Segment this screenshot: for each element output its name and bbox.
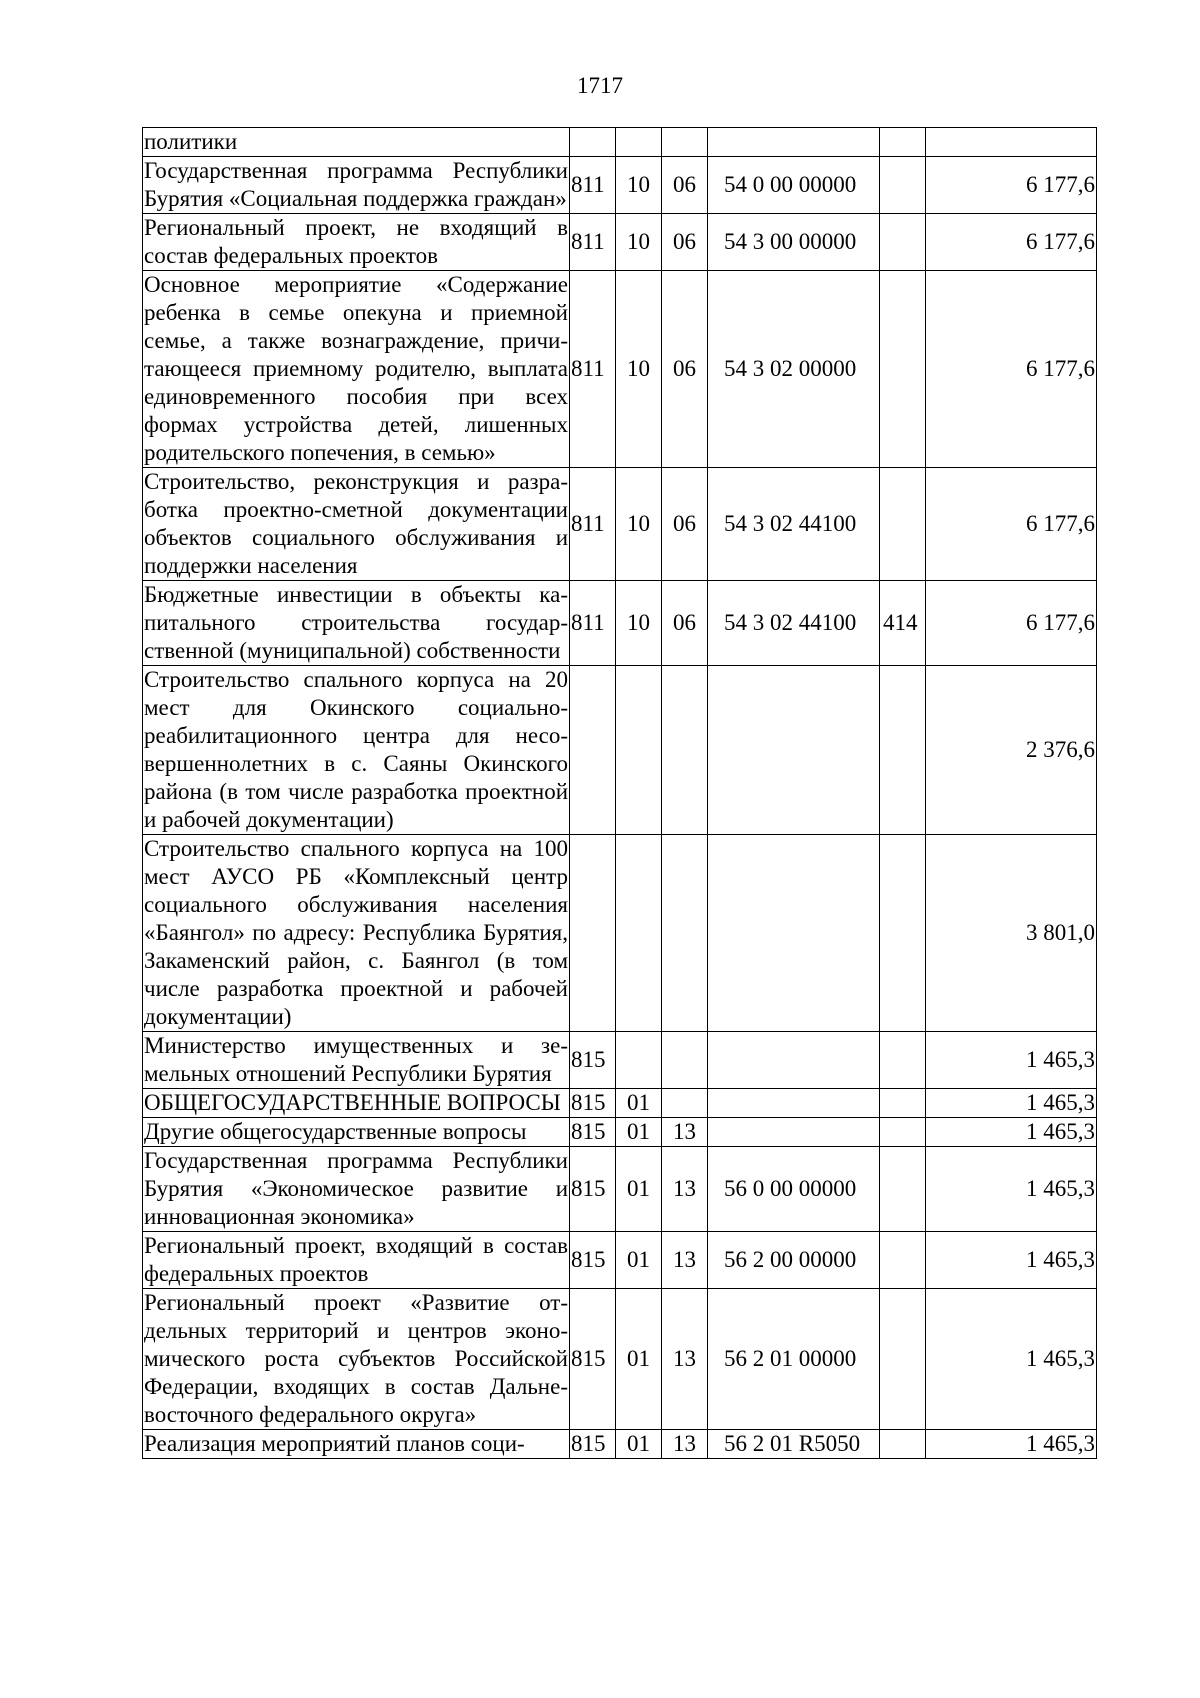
expense-type-code — [880, 1430, 926, 1459]
table-row — [143, 1089, 1097, 1118]
subsection-code: 06 — [662, 157, 708, 214]
subsection-code: 06 — [662, 581, 708, 666]
table-row — [143, 835, 1097, 1032]
subsection-code: 13 — [662, 1430, 708, 1459]
table-row — [143, 1032, 1097, 1089]
expense-type-code — [880, 157, 926, 214]
item-name: Бюджетные инвестиции в объекты капитального строительства государственной (муниципальной) собственности — [143, 581, 570, 666]
subsection-code: 06 — [662, 214, 708, 271]
section-code: 01 — [616, 1232, 662, 1289]
section-code — [616, 1032, 662, 1089]
budget-table — [142, 127, 1097, 1459]
table-row — [143, 468, 1097, 581]
amount: 6 177,6 — [926, 581, 1097, 666]
ministry-code: 815 — [570, 1289, 616, 1430]
item-name: Министерство имущественных и земельных отношений Республики Бурятия — [143, 1032, 570, 1089]
table-row — [143, 581, 1097, 666]
ministry-code: 811 — [570, 157, 616, 214]
table-body — [143, 128, 1097, 1459]
expense-type-code — [880, 1289, 926, 1430]
subsection-code: 13 — [662, 1232, 708, 1289]
subsection-code: 06 — [662, 271, 708, 468]
section-code: 10 — [616, 157, 662, 214]
amount: 3 801,0 — [926, 835, 1097, 1032]
expense-type-code — [880, 666, 926, 835]
ministry-code: 815 — [570, 1430, 616, 1459]
table-row — [143, 1118, 1097, 1147]
item-name: Основное мероприятие «Содержание ребенка в семье опекуна и приемной семье, а также вознаграждение, причитающееся приемному родителю, выплата единовременного пособия при всех формах устройства детей, лишенных родительского попечения, в семью» — [143, 271, 570, 468]
item-name: Другие общегосударственные вопросы — [143, 1118, 570, 1147]
table-row — [143, 1289, 1097, 1430]
item-name: Региональный проект «Развитие отдельных территорий и центров экономического роста субъектов Российской Федерации, входящих в состав Дальневосточного федерального округа» — [143, 1289, 570, 1430]
expense-type-code — [880, 1147, 926, 1232]
item-name: Строительство, реконструкция и разработка проектно-сметной документации объектов социального обслуживания и поддержки населения — [143, 468, 570, 581]
expense-type-code — [880, 128, 926, 157]
section-code: 10 — [616, 214, 662, 271]
target-article-code — [708, 835, 880, 1032]
ministry-code: 815 — [570, 1147, 616, 1232]
expense-type-code — [880, 1032, 926, 1089]
target-article-code — [708, 666, 880, 835]
section-code — [616, 835, 662, 1032]
subsection-code — [662, 128, 708, 157]
ministry-code — [570, 128, 616, 157]
expense-type-code — [880, 835, 926, 1032]
target-article-code: 56 2 00 00000 — [708, 1232, 880, 1289]
ministry-code: 811 — [570, 214, 616, 271]
expense-type-code — [880, 468, 926, 581]
expense-type-code: 414 — [880, 581, 926, 666]
target-article-code — [708, 1118, 880, 1147]
item-name: политики — [143, 128, 570, 157]
item-name: Государственная программа Республики Бурятия «Экономическое развитие и инновационная экономика» — [143, 1147, 570, 1232]
subsection-code — [662, 1032, 708, 1089]
ministry-code: 815 — [570, 1232, 616, 1289]
target-article-code: 54 3 02 44100 — [708, 581, 880, 666]
expense-type-code — [880, 1232, 926, 1289]
amount: 1 465,3 — [926, 1147, 1097, 1232]
table-row — [143, 271, 1097, 468]
target-article-code — [708, 128, 880, 157]
target-article-code: 54 3 02 44100 — [708, 468, 880, 581]
amount: 6 177,6 — [926, 271, 1097, 468]
section-code: 01 — [616, 1089, 662, 1118]
page-number: 1717 — [577, 73, 623, 98]
table-row — [143, 1430, 1097, 1459]
item-name: Строительство спального корпуса на 20 мест для Окинского социально-реабилитационного центра для несовершеннолетних в с. Саяны Окинского района (в том числе разработка проектной и рабочей документации) — [143, 666, 570, 835]
subsection-code — [662, 835, 708, 1032]
amount: 1 465,3 — [926, 1089, 1097, 1118]
ministry-code: 811 — [570, 271, 616, 468]
section-code: 01 — [616, 1118, 662, 1147]
amount: 1 465,3 — [926, 1118, 1097, 1147]
item-name: ОБЩЕГОСУДАРСТВЕННЫЕ ВОПРОСЫ — [143, 1089, 570, 1118]
amount: 6 177,6 — [926, 468, 1097, 581]
section-code: 10 — [616, 468, 662, 581]
ministry-code — [570, 835, 616, 1032]
section-code: 10 — [616, 581, 662, 666]
section-code — [616, 128, 662, 157]
expense-type-code — [880, 271, 926, 468]
subsection-code: 13 — [662, 1147, 708, 1232]
subsection-code: 13 — [662, 1118, 708, 1147]
ministry-code: 815 — [570, 1089, 616, 1118]
amount — [926, 128, 1097, 157]
ministry-code: 811 — [570, 581, 616, 666]
amount: 6 177,6 — [926, 157, 1097, 214]
section-code: 10 — [616, 271, 662, 468]
section-code: 01 — [616, 1289, 662, 1430]
item-name: Государственная программа Республики Бурятия «Социальная поддержка граждан» — [143, 157, 570, 214]
table-row — [143, 666, 1097, 835]
ministry-code — [570, 666, 616, 835]
item-name: Региональный проект, входящий в состав федеральных проектов — [143, 1232, 570, 1289]
target-article-code: 56 2 01 00000 — [708, 1289, 880, 1430]
expense-type-code — [880, 1118, 926, 1147]
amount: 1 465,3 — [926, 1430, 1097, 1459]
target-article-code: 54 3 02 00000 — [708, 271, 880, 468]
subsection-code — [662, 666, 708, 835]
expense-type-code — [880, 214, 926, 271]
table-row — [143, 214, 1097, 271]
ministry-code: 815 — [570, 1032, 616, 1089]
item-name: Строительство спального корпуса на 100 мест АУСО РБ «Комплексный центр социального обслуживания населения «Баянгол» по адресу: Республика Бурятия, Закаменский район, с. Баянгол (в том числе разработка проектной и рабочей документации) — [143, 835, 570, 1032]
target-article-code: 54 0 00 00000 — [708, 157, 880, 214]
table-row — [143, 128, 1097, 157]
item-name: Реализация мероприятий планов соци- — [143, 1430, 570, 1459]
table-row — [143, 157, 1097, 214]
subsection-code — [662, 1089, 708, 1118]
amount: 6 177,6 — [926, 214, 1097, 271]
target-article-code — [708, 1032, 880, 1089]
target-article-code: 56 2 01 R5050 — [708, 1430, 880, 1459]
amount: 1 465,3 — [926, 1232, 1097, 1289]
subsection-code: 06 — [662, 468, 708, 581]
expense-type-code — [880, 1089, 926, 1118]
amount: 1 465,3 — [926, 1289, 1097, 1430]
section-code — [616, 666, 662, 835]
item-name: Региональный проект, не входящий в состав федеральных проектов — [143, 214, 570, 271]
target-article-code: 56 0 00 00000 — [708, 1147, 880, 1232]
section-code: 01 — [616, 1147, 662, 1232]
amount: 2 376,6 — [926, 666, 1097, 835]
subsection-code: 13 — [662, 1289, 708, 1430]
ministry-code: 811 — [570, 468, 616, 581]
target-article-code — [708, 1089, 880, 1118]
ministry-code: 815 — [570, 1118, 616, 1147]
amount: 1 465,3 — [926, 1032, 1097, 1089]
section-code: 01 — [616, 1430, 662, 1459]
table-row — [143, 1232, 1097, 1289]
target-article-code: 54 3 00 00000 — [708, 214, 880, 271]
table-row — [143, 1147, 1097, 1232]
